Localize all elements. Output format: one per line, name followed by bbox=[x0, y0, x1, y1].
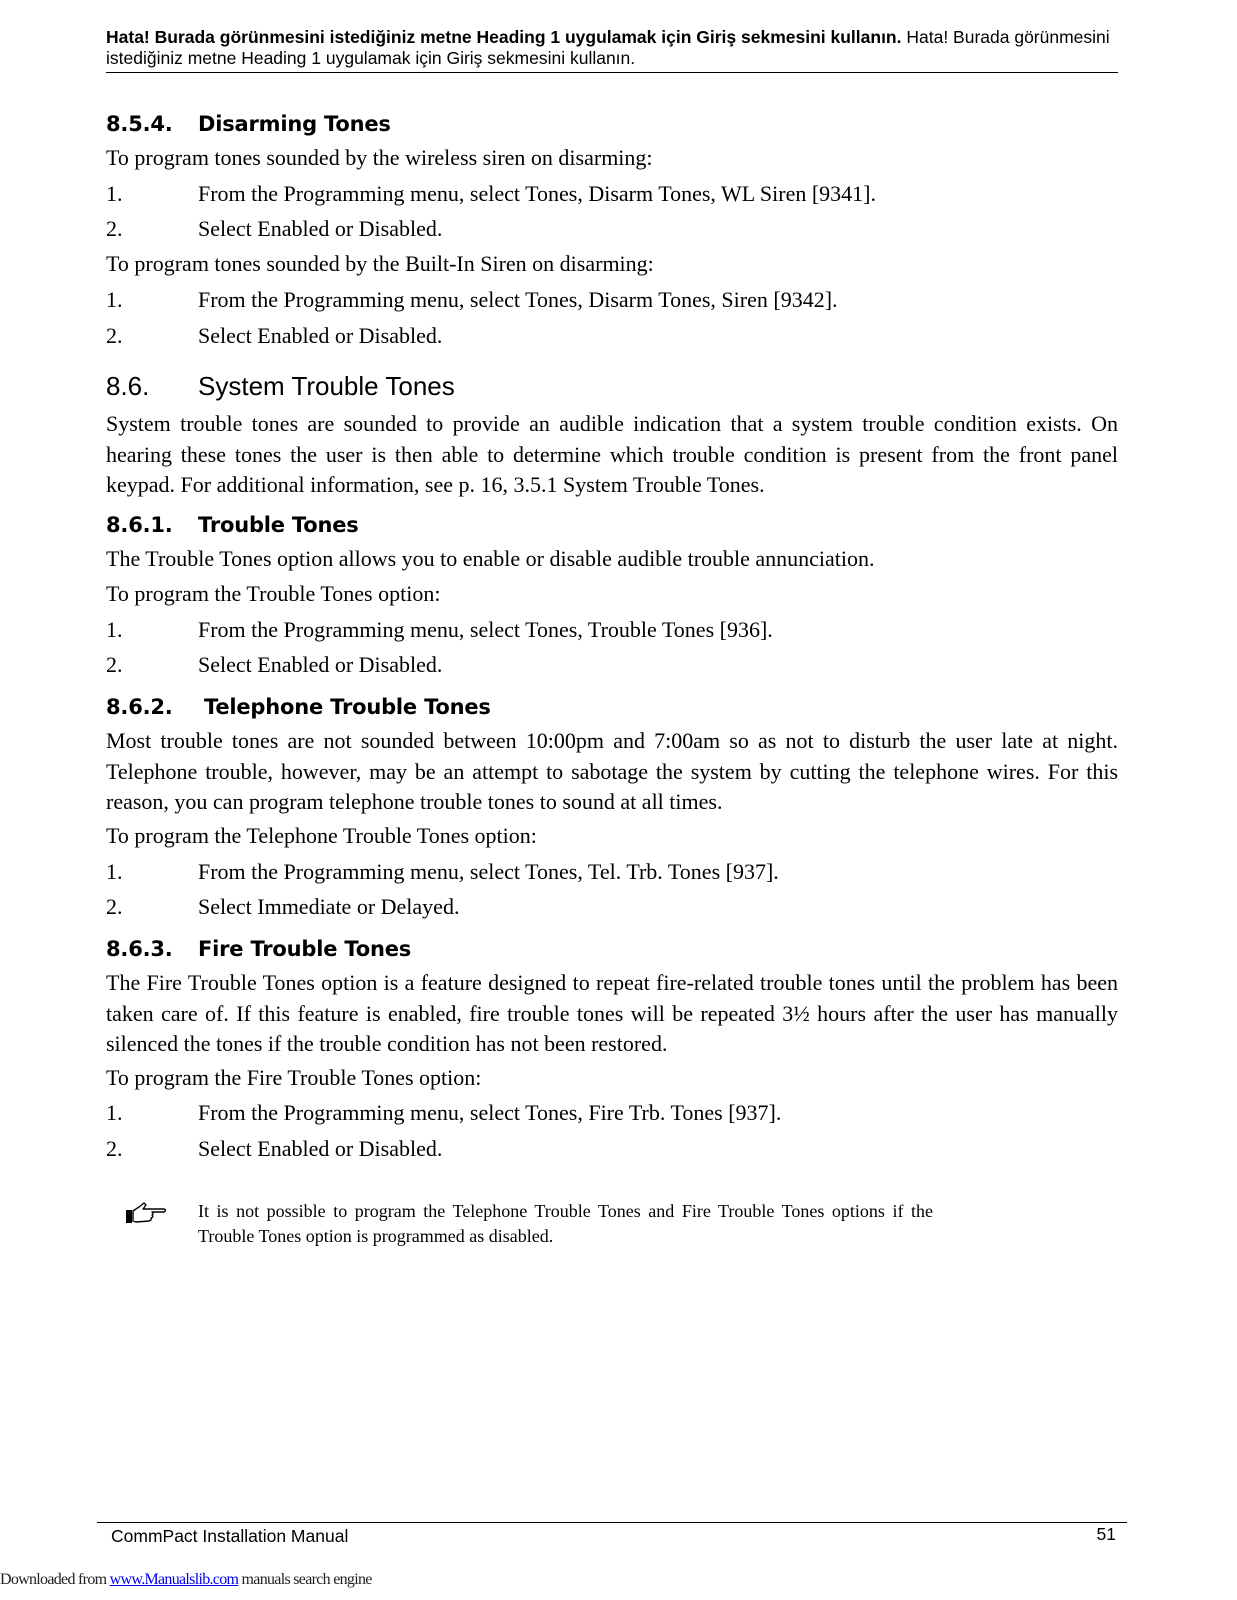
step-number: 2. bbox=[106, 652, 123, 677]
paragraph-intro-trouble: To program the Trouble Tones option: bbox=[106, 581, 441, 606]
heading-number: 8.5.4. bbox=[106, 112, 173, 136]
footer-rule bbox=[97, 1522, 1127, 1523]
heading-8-6-1 bbox=[106, 511, 359, 539]
step-text: From the Programming menu, select Tones, Fire Trb. Tones [937]. bbox=[198, 1100, 782, 1125]
footer-manual-title: CommPact Installation Manual bbox=[111, 1526, 349, 1546]
step-number: 1. bbox=[106, 181, 123, 206]
paragraph-intro-telephone: To program the Telephone Trouble Tones option: bbox=[106, 823, 537, 848]
manualslib-link[interactable]: www.Manualslib.com bbox=[109, 1571, 239, 1588]
step-text: Select Enabled or Disabled. bbox=[198, 216, 443, 241]
step-number: 2. bbox=[106, 323, 123, 348]
paragraph-intro-builtin: To program tones sounded by the Built-In Siren on disarming: bbox=[106, 251, 654, 276]
step-text: From the Programming menu, select Tones, Tel. Trb. Tones [937]. bbox=[198, 859, 779, 884]
heading-8-5-4 bbox=[106, 110, 391, 138]
download-prefix: Downloaded from bbox=[0, 1571, 110, 1588]
heading-title: System Trouble Tones bbox=[198, 371, 455, 401]
heading-title: Disarming Tones bbox=[198, 112, 391, 136]
step-text: Select Enabled or Disabled. bbox=[198, 652, 443, 677]
heading-title: Fire Trouble Tones bbox=[198, 937, 412, 961]
header-rule bbox=[106, 72, 1118, 73]
step-text: From the Programming menu, select Tones, Trouble Tones [936]. bbox=[198, 617, 773, 642]
paragraph-intro-wireless: To program tones sounded by the wireless siren on disarming: bbox=[106, 145, 653, 170]
heading-8-6-3 bbox=[106, 935, 411, 963]
step-text: From the Programming menu, select Tones, Disarm Tones, WL Siren [9341]. bbox=[198, 181, 877, 206]
paragraph-intro-fire: To program the Fire Trouble Tones option: bbox=[106, 1065, 482, 1090]
heading-title: Trouble Tones bbox=[198, 513, 359, 537]
download-banner bbox=[0, 1569, 372, 1591]
heading-number: 8.6.1. bbox=[106, 513, 173, 537]
heading-number: 8.6. bbox=[106, 371, 150, 401]
heading-number: 8.6.2. bbox=[106, 695, 173, 719]
step-number: 2. bbox=[106, 894, 123, 919]
step-text: From the Programming menu, select Tones, Disarm Tones, Siren [9342]. bbox=[198, 287, 838, 312]
step-text: Select Immediate or Delayed. bbox=[198, 894, 460, 919]
step-number: 2. bbox=[106, 1136, 123, 1161]
step-text: Select Enabled or Disabled. bbox=[198, 323, 443, 348]
download-suffix: manuals search engine bbox=[238, 1571, 372, 1588]
header-normal-text: Hata! Burada görünmesini istediğiniz metne Heading 1 uygulamak için Giriş sekmesini kullanın. bbox=[106, 27, 1110, 68]
paragraph-fire-trouble: The Fire Trouble Tones option is a feature designed to repeat fire-related trouble tones until the problem has been taken care of. If this feature is enabled, fire trouble tones will be repeated 3½ hours after the user has manually silenced the tones if the trouble condition has not been restored. bbox=[106, 970, 1118, 1056]
heading-number: 8.6.3. bbox=[106, 937, 173, 961]
header-bold-text: Hata! Burada görünmesini istediğiniz metne Heading 1 uygulamak için Giriş sekmesini kullanın. bbox=[106, 27, 902, 47]
step-number: 2. bbox=[106, 216, 123, 241]
step-number: 1. bbox=[106, 617, 123, 642]
heading-title: Telephone Trouble Tones bbox=[204, 695, 491, 719]
step-number: 1. bbox=[106, 287, 123, 312]
note-text: It is not possible to program the Telephone Trouble Tones and Fire Trouble Tones options if the Trouble Tones option is programmed as disabled. bbox=[198, 1201, 933, 1246]
paragraph-system-trouble: System trouble tones are sounded to provide an audible indication that a system trouble condition exists. On hearing these tones the user is then able to determine which trouble condition is present from the front panel keypad. For additional information, see p. 16, 3.5.1 System Trouble Tones. bbox=[106, 411, 1118, 497]
heading-8-6 bbox=[106, 370, 455, 402]
step-number: 1. bbox=[106, 1100, 123, 1125]
running-header bbox=[106, 27, 1118, 69]
step-text: Select Enabled or Disabled. bbox=[198, 1136, 443, 1161]
paragraph-telephone-trouble: Most trouble tones are not sounded between 10:00pm and 7:00am so as not to disturb the user late at night. Telephone trouble, however, may be an attempt to sabotage the system by cutting the telephone wires. For this reason, you can program telephone trouble tones to sound at all times. bbox=[106, 728, 1118, 814]
heading-8-6-2 bbox=[106, 693, 491, 721]
pointing-hand-icon bbox=[124, 1200, 168, 1226]
paragraph-trouble-tones: The Trouble Tones option allows you to enable or disable audible trouble annunciation. bbox=[106, 546, 875, 571]
footer-page-number: 51 bbox=[1096, 1524, 1116, 1544]
step-number: 1. bbox=[106, 859, 123, 884]
